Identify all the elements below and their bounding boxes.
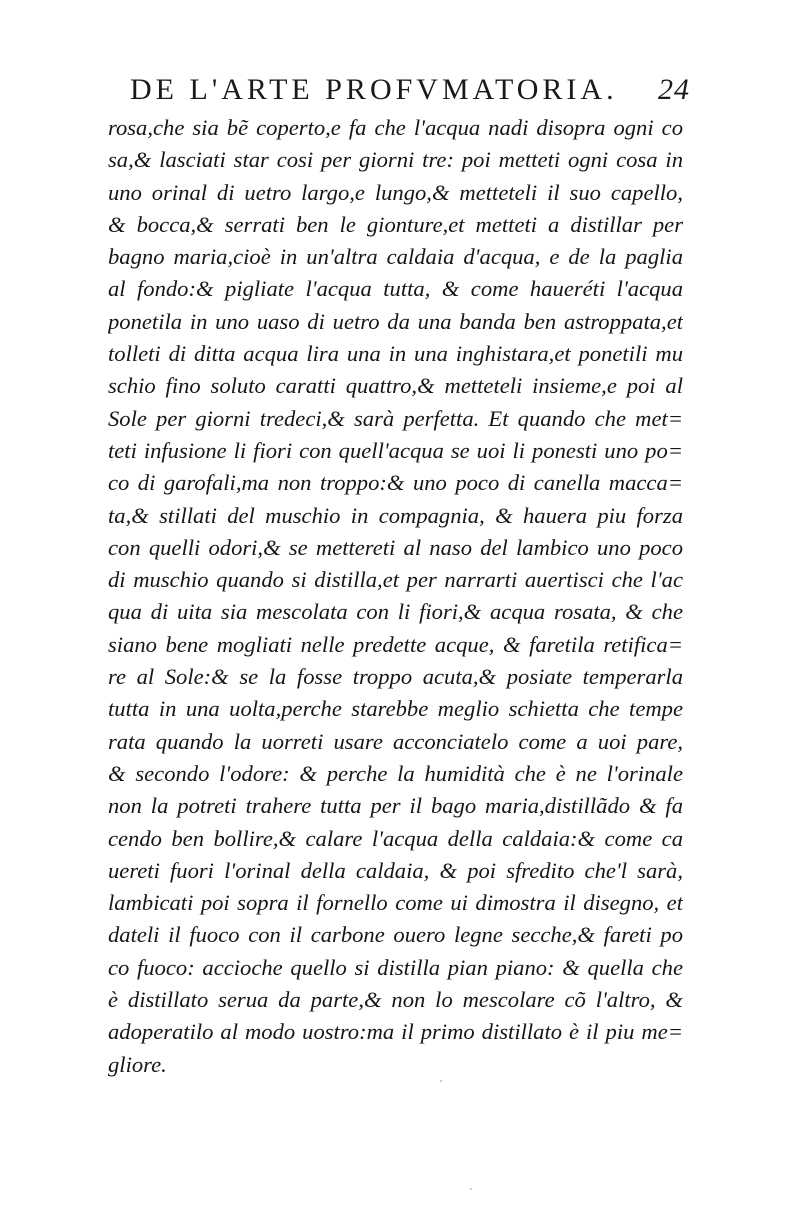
text-line: bagno maria,cioè in un'altra caldaia d'acqua, e de la paglia — [108, 244, 683, 270]
text-line: co fuoco: accioche quello si distilla pian piano: & quella che — [108, 954, 683, 980]
running-title: DE L'ARTE PROFVMATORIA. — [130, 73, 618, 106]
text-line: & secondo l'odore: & perche la humidità che è ne l'orinale — [108, 760, 683, 786]
text-line: Sole per giorni tredeci,& sarà perfetta. Et quando che met= — [108, 405, 683, 431]
text-line: rata quando la uorreti usare acconciatelo come a uoi pare, — [108, 728, 683, 754]
paper-speck — [470, 1188, 472, 1190]
text-line: qua di uita sia mescolata con li fiori,& acqua rosata, & che — [108, 599, 683, 625]
text-line: al fondo:& pigliate l'acqua tutta, & come haueréti l'acqua — [108, 276, 683, 302]
page-number: 24 — [658, 73, 690, 106]
text-line: & bocca,& serrati ben le gionture,et metteti a distillar per — [108, 211, 683, 237]
text-line: lambicati poi sopra il fornello come ui dimostra il disegno, et — [108, 890, 683, 916]
text-line: teti infusione li fiori con quell'acqua se uoi li ponesti uno po= — [108, 437, 683, 463]
text-line: sa,& lasciati star cosi per giorni tre: poi metteti ogni cosa in — [108, 147, 683, 173]
text-line: non la potreti trahere tutta per il bago maria,distillãdo & fa — [108, 793, 683, 819]
text-line: re al Sole:& se la fosse troppo acuta,& posiate temperarla — [108, 664, 683, 690]
text-line: co di garofali,ma non troppo:& uno poco di canella macca= — [108, 470, 683, 496]
text-line: gliore. — [108, 1051, 167, 1077]
text-line: rosa,che sia bẽ coperto,e fa che l'acqua nadi disopra ogni co — [108, 115, 683, 140]
text-line: con quelli odori,& se mettereti al naso del lambico uno poco — [108, 534, 683, 560]
text-line: di muschio quando si distilla,et per narrarti auertisci che l'ac — [108, 567, 683, 593]
text-line: schio fino soluto caratti quattro,& metteteli insieme,e poi al — [108, 373, 683, 399]
body-text — [108, 112, 683, 1081]
text-line: ponetila in uno uaso di uetro da una banda ben astroppata,et — [108, 308, 683, 334]
text-line: adoperatilo al modo uostro:ma il primo distillato è il piu me= — [108, 1019, 683, 1045]
paper-speck — [440, 1080, 442, 1082]
text-line: tutta in una uolta,perche starebbe meglio schietta che tempe — [108, 696, 683, 722]
running-head — [130, 70, 690, 110]
text-line: siano bene mogliati nelle predette acque, & faretila retifica= — [108, 631, 683, 657]
text-line: uereti fuori l'orinal della caldaia, & poi sfredito che'l sarà, — [108, 857, 683, 883]
text-line: ta,& stillati del muschio in compagnia, & hauera piu forza — [108, 502, 683, 528]
text-line: tolleti di ditta acqua lira una in una inghistara,et ponetili mu — [108, 341, 683, 367]
text-line: uno orinal di uetro largo,e lungo,& metteteli il suo capello, — [108, 179, 683, 205]
text-line: è distillato serua da parte,& non lo mescolare cõ l'altro, & — [108, 987, 683, 1013]
text-line: cendo ben bollire,& calare l'acqua della caldaia:& come ca — [108, 825, 683, 851]
text-line: dateli il fuoco con il carbone ouero legne secche,& fareti po — [108, 922, 683, 948]
